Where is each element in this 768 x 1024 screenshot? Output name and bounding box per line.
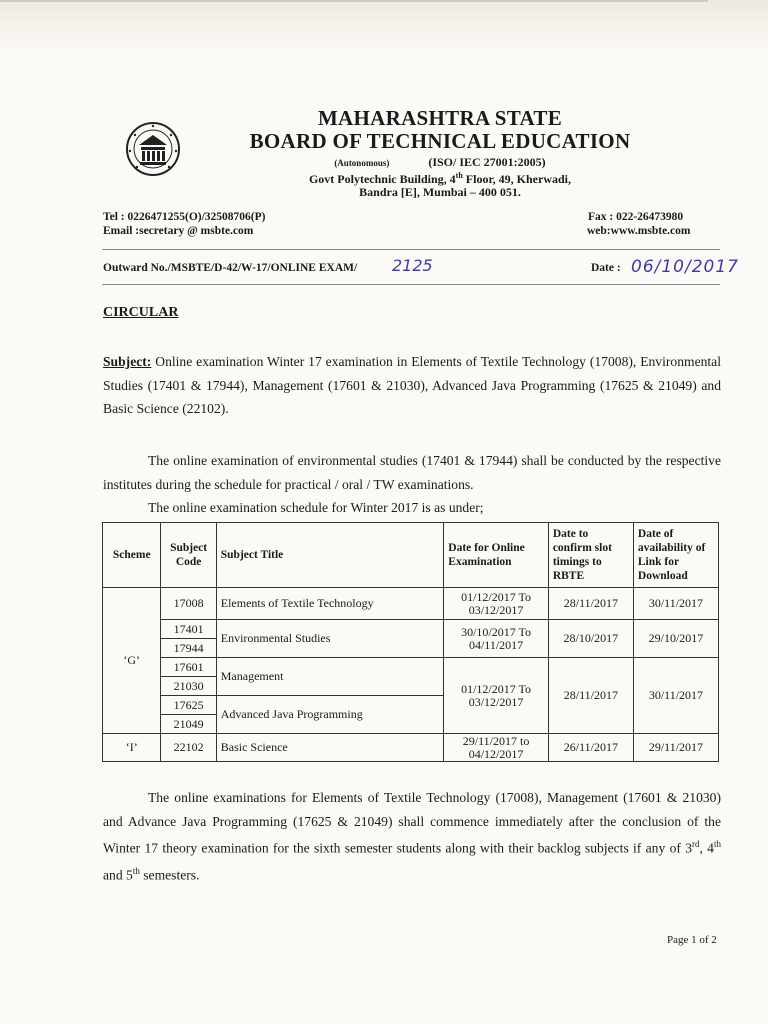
paragraph-2: The online examination schedule for Winter 2017 is as under; <box>148 500 484 515</box>
subject-paragraph <box>103 350 721 421</box>
code-cell: 21049 <box>161 715 216 734</box>
col-header-scheme: Scheme <box>103 523 161 588</box>
title-cell: Environmental Studies <box>216 620 444 658</box>
tel-text: Tel : 0226471255(O)/32508706(P) <box>103 211 266 223</box>
online-date-cell: 01/12/2017 To 03/12/2017 <box>444 588 549 620</box>
online-date-cell: 01/12/2017 To 03/12/2017 <box>444 658 549 734</box>
title-cell: Management <box>216 658 444 696</box>
code-cell: 21030 <box>161 677 216 696</box>
link-date-cell: 29/11/2017 <box>633 734 718 762</box>
col-header-online-date: Date for Online Examination <box>444 523 549 588</box>
link-date-cell: 30/11/2017 <box>633 588 718 620</box>
table-header-row <box>103 523 719 588</box>
code-cell: 17625 <box>161 696 216 715</box>
org-status-line <box>200 155 680 170</box>
code-cell: 17008 <box>161 588 216 620</box>
code-cell: 17401 <box>161 620 216 639</box>
paragraph-3: The online examinations for Elements of Textile Technology (17008), Management (17601 & 21030) and Advance Java Programming (17625 & 21049) shall commence immediately after the conclusion of the Winter 17 theory examination for the sixth semester students along with their backlog subjects if any of 3rd, 4th and 5th semesters. <box>103 790 721 883</box>
email-text: Email :secretary @ msbte.com <box>103 225 254 237</box>
outward-number-label: Outward No./MSBTE/D-42/W-17/ONLINE EXAM/ <box>103 262 358 274</box>
org-name-line1: MAHARASHTRA STATE <box>317 106 563 130</box>
table-row <box>103 734 719 762</box>
divider-top <box>102 249 720 250</box>
iso-label: (ISO/ IEC 27001:2005) <box>428 155 546 169</box>
divider-bottom <box>102 284 720 285</box>
msbte-logo <box>125 121 181 177</box>
title-cell: Elements of Textile Technology <box>216 588 444 620</box>
address-line2: Bandra [E], Mumbai – 400 051. <box>359 185 521 199</box>
confirm-date-cell: 28/11/2017 <box>548 588 633 620</box>
paragraph-1: The online examination of environmental studies (17401 & 17944) shall be conducted by the respective institutes during the schedule for practical / oral / TW examinations. <box>103 453 721 492</box>
scan-top-shadow <box>0 0 768 52</box>
col-header-link-date: Date of availability of Link for Download <box>633 523 718 588</box>
table-row <box>103 588 719 620</box>
online-date-cell: 30/10/2017 To 04/11/2017 <box>444 620 549 658</box>
confirm-date-cell: 28/11/2017 <box>548 658 633 734</box>
col-header-code: Subject Code <box>161 523 216 588</box>
scheme-cell: ‘G’ <box>103 588 161 734</box>
online-date-cell: 29/11/2017 to 04/12/2017 <box>444 734 549 762</box>
code-cell: 17601 <box>161 658 216 677</box>
confirm-date-cell: 28/10/2017 <box>548 620 633 658</box>
code-cell: 22102 <box>161 734 216 762</box>
title-cell: Basic Science <box>216 734 444 762</box>
circular-title: CIRCULAR <box>103 305 179 320</box>
scheme-cell: ‘I’ <box>103 734 161 762</box>
handwritten-date: 06/10/2017 <box>631 257 739 277</box>
link-date-cell: 30/11/2017 <box>633 658 718 734</box>
confirm-date-cell: 26/11/2017 <box>548 734 633 762</box>
title-cell: Advanced Java Programming <box>216 696 444 734</box>
handwritten-outward-number: 2125 <box>392 256 433 275</box>
link-date-cell: 29/10/2017 <box>633 620 718 658</box>
autonomous-label: (Autonomous) <box>334 158 390 168</box>
fax-text: Fax : 022-26473980 <box>588 211 684 223</box>
col-header-title: Subject Title <box>216 523 444 588</box>
subject-text: Online examination Winter 17 examination in Elements of Textile Technology (17008), Environmental Studies (17401 & 17944), Management (17601 & 21030), Advanced Java Programming (17625 & 21049) and Basic Science (22102). <box>103 354 721 416</box>
date-label: Date : <box>591 262 621 274</box>
web-text: web:www.msbte.com <box>587 225 691 237</box>
table-row <box>103 620 719 639</box>
code-cell: 17944 <box>161 639 216 658</box>
address-line1: Govt Polytechnic Building, 4th Floor, 49, Kherwadi, <box>308 171 572 186</box>
org-name-line2: BOARD OF TECHNICAL EDUCATION <box>249 129 631 153</box>
col-header-confirm-date: Date to confirm slot timings to RBTE <box>548 523 633 588</box>
page-number: Page 1 of 2 <box>667 934 717 946</box>
table-row <box>103 658 719 677</box>
exam-schedule-table <box>102 522 719 762</box>
subject-label: Subject: <box>103 354 152 369</box>
